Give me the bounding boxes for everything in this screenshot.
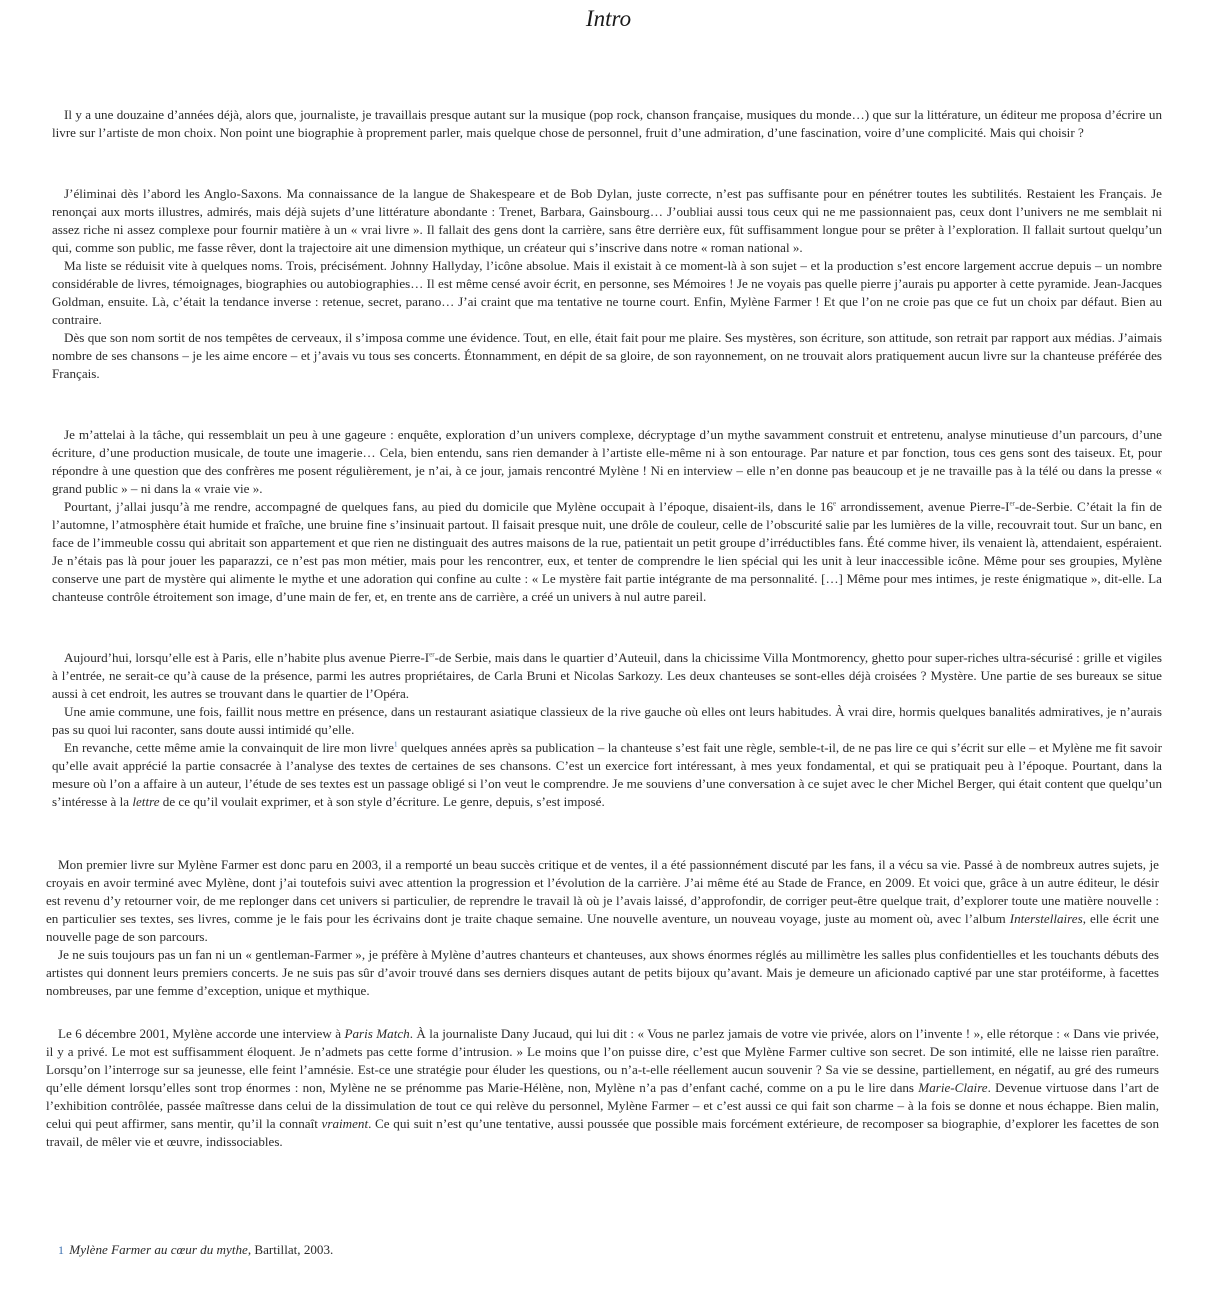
text-run: Mon premier livre sur Mylène Farmer est donc paru en 2003, il a remporté un beau succès critique et de ventes, il a été passionnément discuté par les fans, il a vécu sa vie. Passé à de nombreux autres sujets, je croyais en avoir terminé avec Mylène, dont j’ai toutefois suivi avec attention la progression et l’évolution de la carrière. J’ai même été au Stade de France, en 2009. Et voici que, grâce à un autre éditeur, le désir est revenu d’y retourner voir, de me replonger dans cet univers si particulier, de reprendre le travail là où je l’avais laissé, d’approfondir, de corriger peut-être quelque trait, d’explorer toute une matière nouvelle : en particulier ses textes, ses livres, comme je le fais pour les écrivains dont je traite chaque semaine. Une nouvelle aventure, un nouveau voyage, juste au moment où, avec l’album xyxy=(46,857,1159,926)
paragraph xyxy=(46,1025,1159,1151)
text-run: -de-Serbie. C’était la fin de l’automne, l’atmosphère était humide et fraîche, une bruine fine s’insinuait partout. Il faisait presque nuit, une drôle de couleur, celle de l’obscurité salie par les lumières de la ville, recouvrait tout. Sur un banc, en face de l’immeuble cossu qui abritait son appartement et que rien ne distinguait des autres maisons de la rue, patientait un petit groupe d’irréductibles fans. Été comme hiver, ils venaient là, attendaient, espéraient. Je n’étais pas là pour jouer les paparazzi, ce n’est pas mon métier, mais pour les rencontrer, eux, et tenter de comprendre le lien spécial qui les unit à leur inaccessible icône. Même pour ses groupies, Mylène conserve une part de mystère qui alimente le mythe et une adoration qui confine au culte : « Le mystère fait partie intégrante de ma personnalité. […] Même pour mes intimes, je reste énigmatique », dit-elle. La chanteuse contrôle étroitement son image, d’une main de fer, et, en trente ans de carrière, a créé un univers à nul autre pareil. xyxy=(52,499,1162,604)
text-run: Le 6 décembre 2001, Mylène accorde une interview à xyxy=(58,1026,345,1041)
footnote-number[interactable]: 1 xyxy=(58,1243,64,1257)
paragraph: Il y a une douzaine d’années déjà, alors que, journaliste, je travaillais presque autant sur la musique (pop rock, chanson française, musiques du monde…) que sur la littérature, un éditeur me proposa d’écrire un livre sur l’artiste de mon choix. Non point une biographie à proprement parler, mais quelque chose de personnel, fruit d’une admiration, d’une fascination, voire d’une complicité. Mais qui choisir ? xyxy=(52,107,1162,140)
paragraph: Ma liste se réduisit vite à quelques noms. Trois, précisément. Johnny Hallyday, l’icône absolue. Mais il existait à ce moment-là à son sujet – et la production s’est encore largement accrue depuis – un nombre considérable de livres, témoignages, biographies ou autobiographies… Il est même censé avoir écrit, en personne, ses Mémoires ! Je ne voyais pas quelle pierre j’aurais pu apporter à cette pyramide. Jean-Jacques Goldman, ensuite. Là, c’était la tendance inverse : retenue, secret, parano… J’ai craint que ma tentative ne tourne court. Enfin, Mylène Farmer ! Et que l’on ne croie pas que ce fut un choix par défaut. Bien au contraire. xyxy=(52,258,1162,327)
emphasis: Interstellaires xyxy=(1009,911,1083,926)
paragraph: J’éliminai dès l’abord les Anglo-Saxons. Ma connaissance de la langue de Shakespeare et de Bob Dylan, juste correcte, n’est pas suffisante pour en pénétrer toutes les subtilités. Restaient les Français. Je renonçai aux morts illustres, admirés, mais déjà sujets d’une littérature abondante : Trenet, Barbara, Gainsbourg… J’oubliai aussi tous ceux qui ne me passionnaient pas, ceux dont l’univers ne me semblait ni assez riche ni assez complexe pour fournir matière à un « vrai livre ». Il fallait des gens dont la carrière, sans être derrière eux, fût suffisamment longue pour se prêter à l’exploration. Il fallait surtout quelqu’un qui, comme son public, me fasse rêver, dont la trajectoire ait une dimension mythique, un créateur qui s’inscrive dans notre « roman national ». xyxy=(52,186,1162,255)
paragraph: Je ne suis toujours pas un fan ni un « gentleman-Farmer », je préfère à Mylène d’autres chanteurs et chanteuses, aux shows énormes réglés au millimètre les salles plus confidentielles et les touchants débuts des artistes qui donnent leurs premiers concerts. Je ne suis pas sûr d’avoir trouvé dans ses derniers disques autant de petits bijoux qu’avant. Mais je demeure un aficionado captivé par une star protéiforme, à facettes nombreuses, par une femme d’exception, unique et mythique. xyxy=(46,947,1159,998)
emphasis: vraiment xyxy=(321,1116,369,1131)
text-run: . À la journaliste Dany Jucaud, qui lui dit : « Vous ne parlez jamais de votre vie privée, alors on l’invente ! », elle rétorque : « Dans vie privée, il y a privé. Le mot est suffisamment éloquent. Je n’admets pas cette forme d’intrusion. » Le moins que l’on puisse dire, c’est que Mylène Farmer cultive son secret. De son intimité, elle ne laisse rien paraître. Lorsqu’on l’interroge sur sa jeunesse, elle feint l’amnésie. Est-ce une stratégie pour éluder les questions, ou n’a-t-elle réellement aucun souvenir ? Sa vie se dessine, partiellement, en négatif, au gré des rumeurs qu’elle dément lorsqu’elles sont trop énormes : non, Mylène ne se prénomme pas Marie-Hélène, non, Mylène n’a pas d’enfant caché, comme on a pu le lire dans xyxy=(46,1026,1160,1095)
text-run: En revanche, cette même amie la convainquit de lire mon livre xyxy=(64,740,394,755)
emphasis: Marie-Claire xyxy=(918,1080,988,1095)
paragraph xyxy=(46,856,1159,946)
superscript: e xyxy=(833,499,837,508)
section-today xyxy=(52,649,1162,811)
section-interview xyxy=(46,1025,1159,1151)
emphasis: lettre xyxy=(132,794,160,809)
chapter-title: Intro xyxy=(585,6,632,31)
paragraph xyxy=(52,498,1162,606)
text-run: de ce qu’il voulait exprimer, et à son style d’écriture. Le genre, depuis, s’est imposé. xyxy=(159,794,605,809)
superscript: er xyxy=(429,650,435,659)
section-opening xyxy=(52,106,1162,142)
footnote-book-title: Mylène Farmer au cœur du mythe xyxy=(69,1242,248,1257)
section-investigation xyxy=(52,426,1162,606)
paragraph: Je m’attelai à la tâche, qui ressemblait un peu à une gageure : enquête, exploration d’un univers complexe, décryptage d’un mythe savamment construit et entretenu, analyse minutieuse d’un parcours, d’une écriture, d’une production musicale, de toute une imagerie… Cela, bien entendu, sans rien demander à l’artiste elle-même ni à son entourage. Par nature et par fonction, tous ces gens sont des taiseux. Et, pour répondre à une question que des confrères me posent régulièrement, je n’ai, à ce jour, jamais rencontré Mylène ! Ni en interview – elle n’en donne pas beaucoup et je ne travaille pas à la télé ou dans la presse « grand public » – ni dans la « vraie vie ». xyxy=(52,427,1162,496)
text-run: . Ce qui suit n’est qu’une tentative, aussi poussée que possible mais forcément extérieure, de recomposer sa biographie, d’explorer les facettes de son travail, de mêler vie et œuvre, indissociables. xyxy=(46,1116,1159,1149)
text-run: quelques années après sa publication – la chanteuse s’est fait une règle, semble-t-il, de ne pas lire ce qui s’écrit sur elle – et Mylène me fit savoir qu’elle avait apprécié la partie consacrée à l’analyse des textes de certaines de ses chansons. C’est un exercice fort intéressant, à mes yeux fondamental, et qui se pratiquait peu à l’époque. Pourtant, dans la mesure où l’on a affaire à un auteur, l’étude de ses textes est un passage obligé si l’on veut le comprendre. Je me souviens d’une conversation à ce sujet avec le cher Michel Berger, qui était content que quelqu’un s’intéresse à la xyxy=(52,740,1163,809)
footnote-reference[interactable]: 1 xyxy=(393,740,398,749)
text-run: -de Serbie, mais dans le quartier d’Auteuil, dans la chicissime Villa Montmorency, ghetto pour super-riches ultra-sécurisé : grille et vigiles à l’entrée, ne serait-ce qu’à cause de la présence, parmi les autres propriétaires, de Carla Bruni et Nicolas Sarkozy. Les deux chanteuses se sont-elles déjà croisées ? Mystère. Une partie de ses bureaux se situe aussi à cet endroit, les autres se trouvant dans le quartier de l’Opéra. xyxy=(52,650,1162,701)
emphasis: Paris Match xyxy=(344,1026,410,1041)
paragraph xyxy=(52,739,1162,811)
text-run: Aujourd’hui, lorsqu’elle est à Paris, elle n’habite plus avenue Pierre-I xyxy=(64,650,430,665)
section-choice xyxy=(52,185,1162,383)
text-run: arrondissement, avenue Pierre-I xyxy=(836,499,1010,514)
text-run: , elle écrit une nouvelle page de son parcours. xyxy=(46,911,1159,944)
text-run: . Devenue virtuose dans l’art de l’exhibition contrôlée, passée maîtresse dans celui de la dissimulation de tout ce qui relève du personnel, Mylène Farmer – et c’est aussi ce qui fait son charme – à la fois se donne et nous échappe. Bien malin, celui qui peut affirmer, sans mentir, qu’il la connaît xyxy=(46,1080,1159,1131)
text-run: Pourtant, j’allai jusqu’à me rendre, accompagné de quelques fans, au pied du domicile que Mylène occupait à l’époque, disaient-ils, dans le 16 xyxy=(64,499,833,514)
paragraph: Dès que son nom sortit de nos tempêtes de cerveaux, il s’imposa comme une évidence. Tout, en elle, était fait pour me plaire. Ses mystères, son écriture, son attitude, son retrait par rapport aux médias. J’aimais nombre de ses chansons – je les aime encore – et j’avais vu tous ses concerts. Étonnamment, en dépit de sa gloire, de son rayonnement, on ne trouvait alors pratiquement aucun livre sur la chanteuse préférée des Français. xyxy=(52,330,1162,381)
footnote xyxy=(58,1241,333,1259)
superscript: er xyxy=(1009,499,1015,508)
paragraph xyxy=(52,649,1162,703)
footnote-details: , Bartillat, 2003. xyxy=(247,1242,334,1257)
section-first-book xyxy=(46,856,1159,1000)
paragraph: Une amie commune, une fois, faillit nous mettre en présence, dans un restaurant asiatique classieux de la rive gauche où elles ont leurs habitudes. À vrai dire, hormis quelques banalités admiratives, je n’aurais pas su quoi lui raconter, sans doute aussi intimidé qu’elle. xyxy=(52,704,1162,737)
